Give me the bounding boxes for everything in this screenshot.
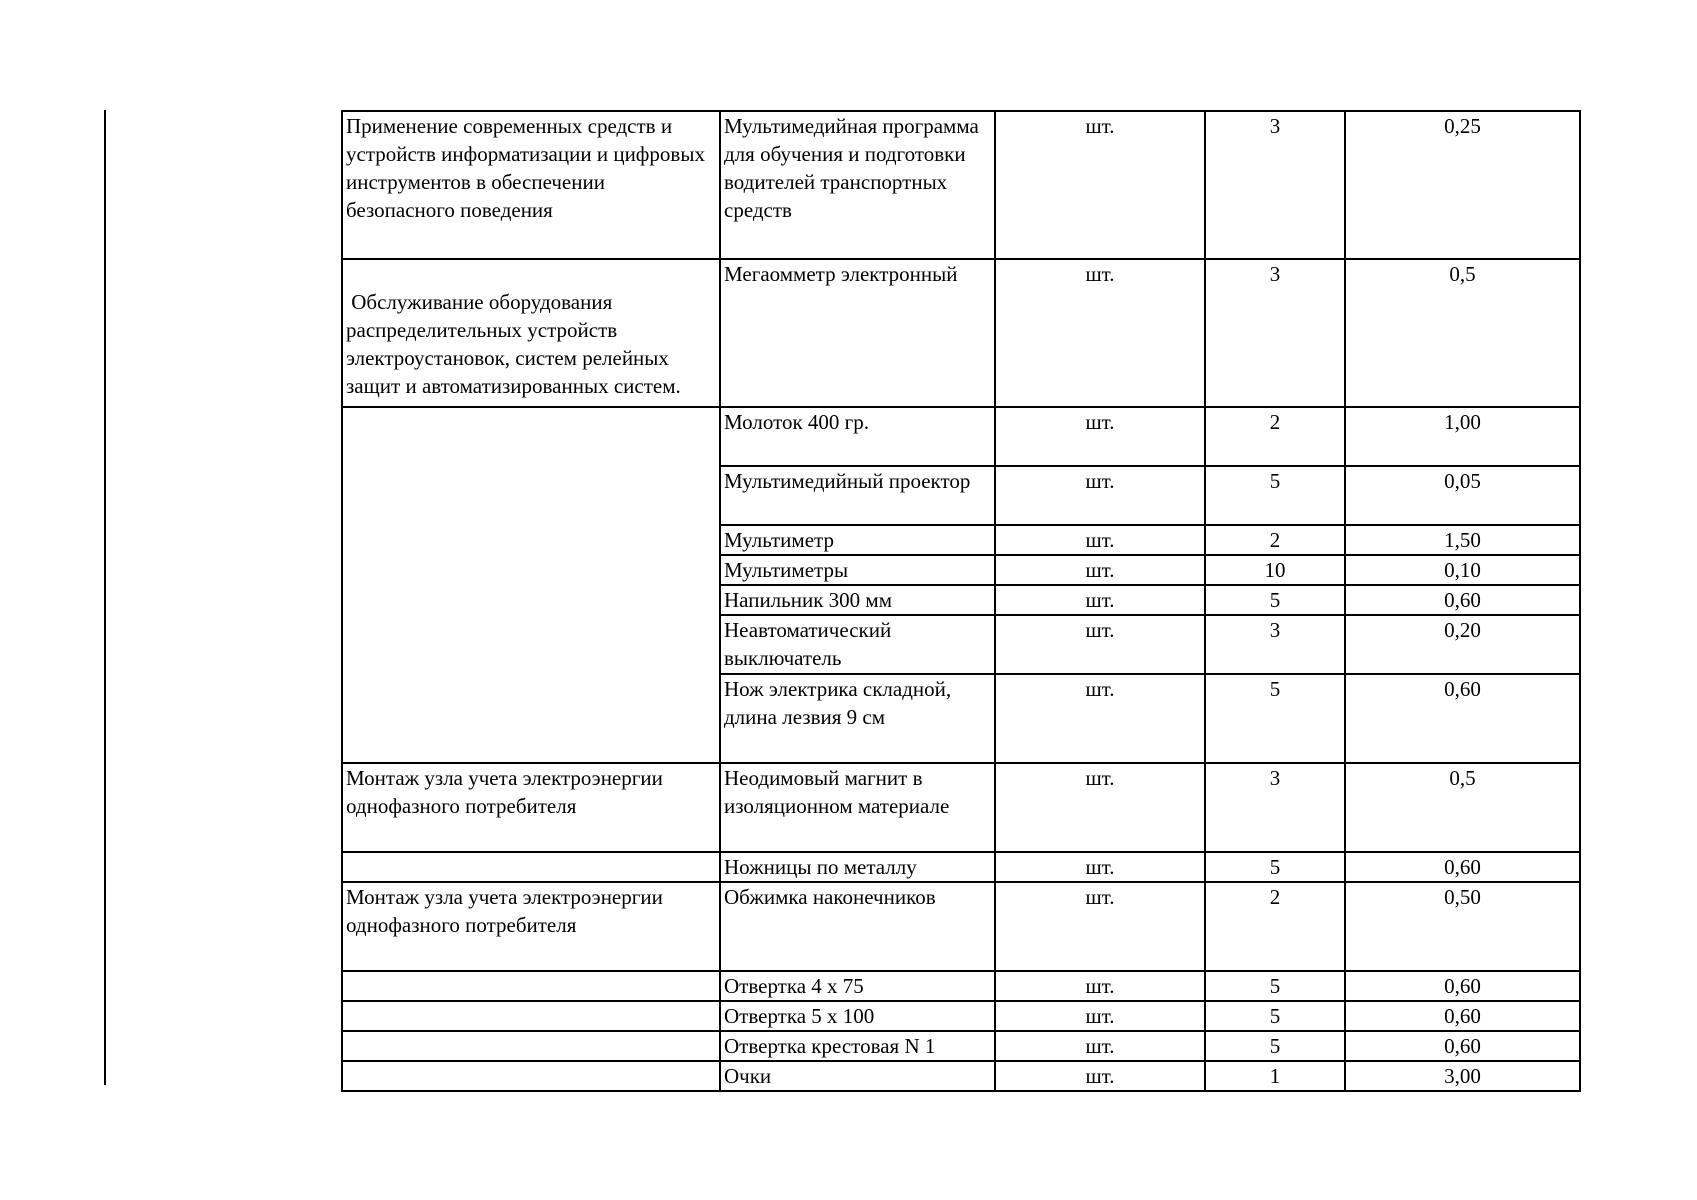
table-row	[342, 852, 1580, 882]
unit-cell: шт.	[995, 1001, 1205, 1031]
quantity-cell: 3	[1205, 111, 1345, 259]
rate-cell: 0,60	[1345, 674, 1580, 763]
quantity-cell: 3	[1205, 259, 1345, 407]
rate-cell: 0,20	[1345, 615, 1580, 674]
item-cell: Мультимедийный проектор	[720, 466, 995, 525]
unit-cell: шт.	[995, 1031, 1205, 1061]
rate-cell: 1,00	[1345, 407, 1580, 466]
quantity-cell: 5	[1205, 674, 1345, 763]
unit-cell: шт.	[995, 852, 1205, 882]
item-cell: Мультимедийная программа для обучения и подготовки водителей транспортных средств	[720, 111, 995, 259]
rate-cell: 0,60	[1345, 852, 1580, 882]
rate-cell: 0,10	[1345, 555, 1580, 585]
unit-cell: шт.	[995, 466, 1205, 525]
section-cell	[342, 407, 720, 763]
table-row	[342, 259, 1580, 407]
section-cell	[342, 1001, 720, 1031]
table-row	[342, 1031, 1580, 1061]
unit-cell: шт.	[995, 407, 1205, 466]
item-cell: Ножницы по металлу	[720, 852, 995, 882]
rate-cell: 3,00	[1345, 1061, 1580, 1091]
quantity-cell: 2	[1205, 407, 1345, 466]
quantity-cell: 5	[1205, 466, 1345, 525]
table-row	[342, 882, 1580, 971]
item-cell: Молоток 400 гр.	[720, 407, 995, 466]
rate-cell: 0,50	[1345, 882, 1580, 971]
rate-cell: 0,5	[1345, 259, 1580, 407]
section-cell: Обслуживание оборудования распределительных устройств электроустановок, систем релейных защит и автоматизированных систем.	[342, 259, 720, 407]
unit-cell: шт.	[995, 585, 1205, 615]
rate-cell: 0,05	[1345, 466, 1580, 525]
quantity-cell: 3	[1205, 615, 1345, 674]
section-cell	[342, 1031, 720, 1061]
quantity-cell: 2	[1205, 882, 1345, 971]
section-cell: Монтаж узла учета электроэнергии однофазного потребителя	[342, 882, 720, 971]
item-cell: Очки	[720, 1061, 995, 1091]
section-cell	[342, 852, 720, 882]
quantity-cell: 5	[1205, 1001, 1345, 1031]
item-cell: Мегаомметр электронный	[720, 259, 995, 407]
quantity-cell: 2	[1205, 525, 1345, 555]
unit-cell: шт.	[995, 674, 1205, 763]
item-cell: Неодимовый магнит в изоляционном материале	[720, 763, 995, 852]
table-row	[342, 1061, 1580, 1091]
item-cell: Напильник 300 мм	[720, 585, 995, 615]
unit-cell: шт.	[995, 259, 1205, 407]
section-cell	[342, 971, 720, 1001]
quantity-cell: 5	[1205, 585, 1345, 615]
unit-cell: шт.	[995, 882, 1205, 971]
quantity-cell: 5	[1205, 1031, 1345, 1061]
unit-cell: шт.	[995, 971, 1205, 1001]
item-cell: Отвертка 5 х 100	[720, 1001, 995, 1031]
item-cell: Неавтоматический выключатель	[720, 615, 995, 674]
table-row	[342, 763, 1580, 852]
quantity-cell: 3	[1205, 763, 1345, 852]
quantity-cell: 1	[1205, 1061, 1345, 1091]
unit-cell: шт.	[995, 555, 1205, 585]
unit-cell: шт.	[995, 763, 1205, 852]
item-cell: Мультиметры	[720, 555, 995, 585]
unit-cell: шт.	[995, 1061, 1205, 1091]
quantity-cell: 10	[1205, 555, 1345, 585]
item-cell: Обжимка наконечников	[720, 882, 995, 971]
rate-cell: 0,60	[1345, 1001, 1580, 1031]
rate-cell: 0,25	[1345, 111, 1580, 259]
item-cell: Отвертка крестовая N 1	[720, 1031, 995, 1061]
item-cell: Отвертка 4 х 75	[720, 971, 995, 1001]
unit-cell: шт.	[995, 111, 1205, 259]
equipment-table	[341, 110, 1581, 1092]
section-cell: Применение современных средств и устройств информатизации и цифровых инструментов в обеспечении безопасного поведения	[342, 111, 720, 259]
rate-cell: 0,60	[1345, 1031, 1580, 1061]
table-row	[342, 1001, 1580, 1031]
table-row	[342, 971, 1580, 1001]
quantity-cell: 5	[1205, 971, 1345, 1001]
section-cell	[342, 1061, 720, 1091]
rate-cell: 1,50	[1345, 525, 1580, 555]
quantity-cell: 5	[1205, 852, 1345, 882]
table-row	[342, 407, 1580, 466]
rate-cell: 0,5	[1345, 763, 1580, 852]
item-cell: Мультиметр	[720, 525, 995, 555]
item-cell: Нож электрика складной, длина лезвия 9 см	[720, 674, 995, 763]
unit-cell: шт.	[995, 525, 1205, 555]
rate-cell: 0,60	[1345, 585, 1580, 615]
page-margin-line	[104, 110, 106, 1085]
section-cell: Монтаж узла учета электроэнергии однофазного потребителя	[342, 763, 720, 852]
table-row	[342, 111, 1580, 259]
rate-cell: 0,60	[1345, 971, 1580, 1001]
unit-cell: шт.	[995, 615, 1205, 674]
